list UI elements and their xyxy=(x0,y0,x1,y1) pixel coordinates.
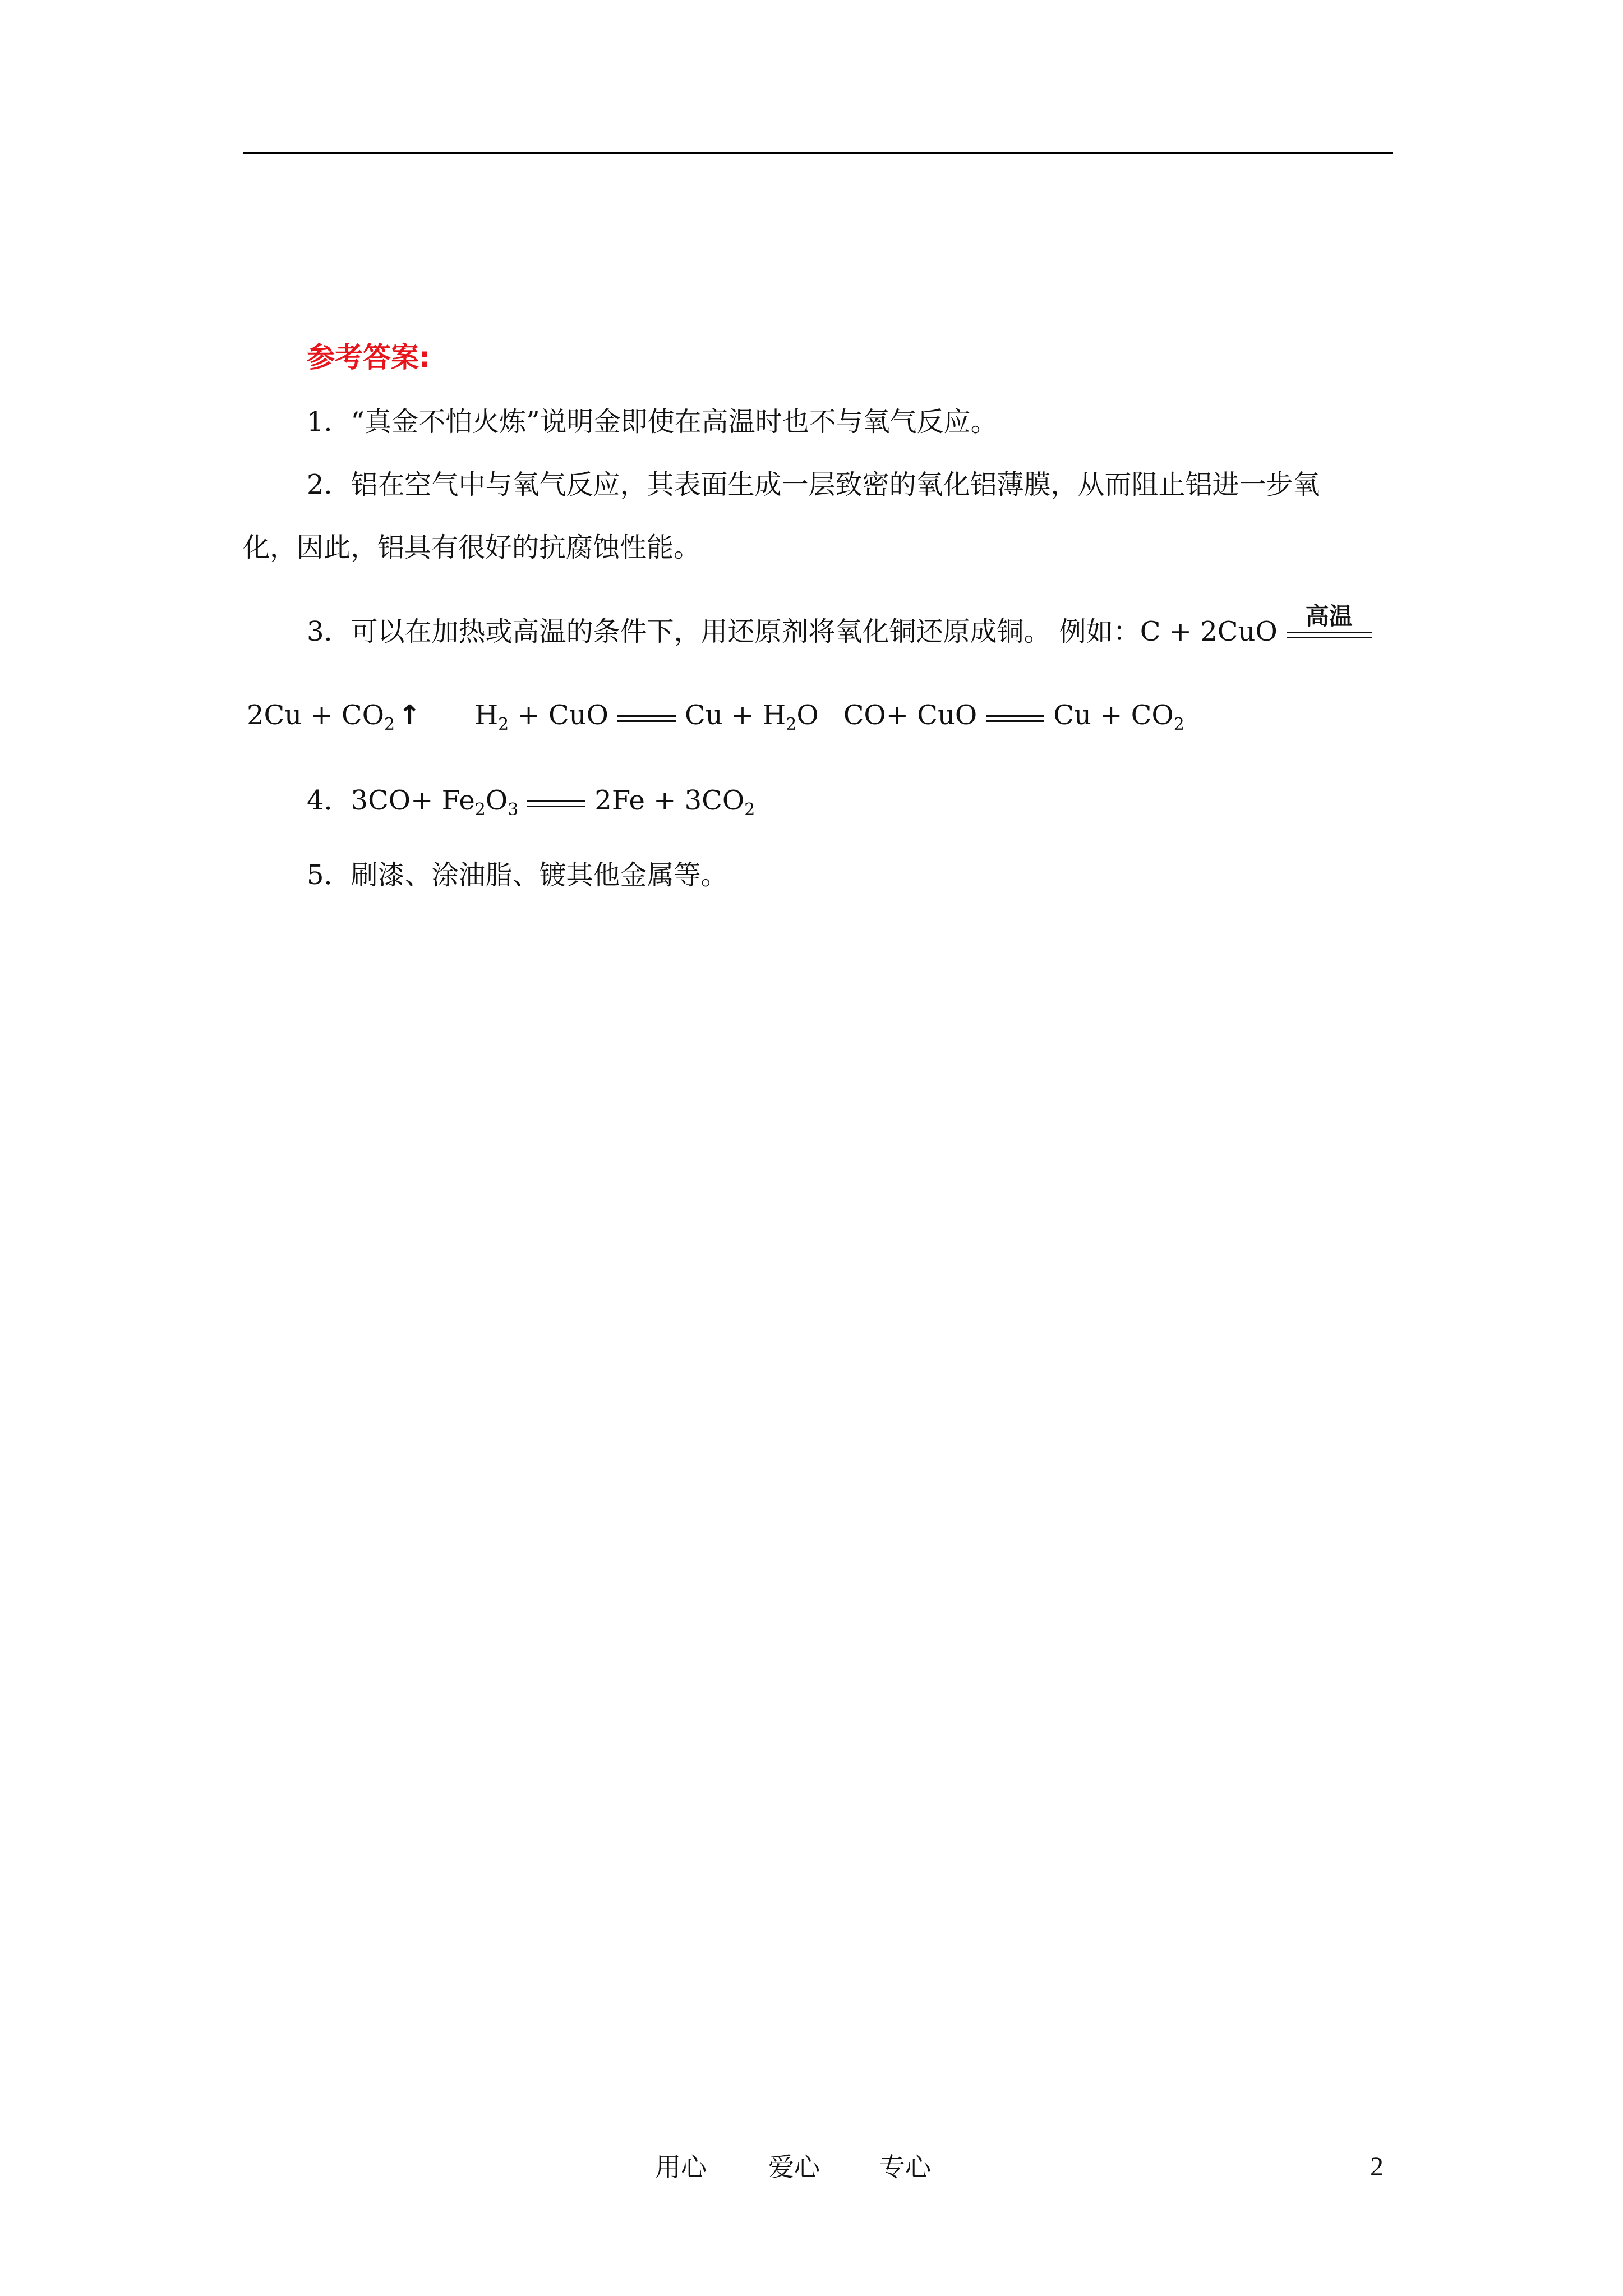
equals-double-bar xyxy=(986,715,1044,722)
answer-2-line-2: 化，因此，铝具有很好的抗腐蚀性能。 xyxy=(243,532,701,563)
page-number: 2 xyxy=(1370,2152,1384,2182)
answer-3-intro-text: 3．可以在加热或高温的条件下，用还原剂将氧化铜还原成铜。 例如：C + 2CuO xyxy=(307,616,1278,647)
heating-condition xyxy=(527,796,585,809)
subscript: 2 xyxy=(384,715,395,734)
answer-1: 1．“真金不怕火炼”说明金即使在高温时也不与氧气反应。 xyxy=(307,406,998,438)
equals-double-bar xyxy=(617,715,676,722)
footer-slogan-1: 用心 xyxy=(655,2152,707,2182)
answer-key-heading: 参考答案: xyxy=(307,341,430,374)
high-temperature-label: 高温 xyxy=(1305,602,1353,630)
footer-slogan-3: 专心 xyxy=(879,2152,931,2182)
equation-2-hydrogen: H xyxy=(474,700,499,731)
answer-2-line-1: 2．铝在空气中与氧气反应，其表面生成一层致密的氧化铝薄膜，从而阻止铝进一步氧 xyxy=(307,469,1320,500)
equals-double-bar xyxy=(527,800,585,807)
answer-5: 5．刷漆、涂油脂、镀其他金属等。 xyxy=(307,859,728,891)
high-temperature-condition xyxy=(1287,602,1372,641)
subscript: 2 xyxy=(786,715,797,734)
answer-3-equations xyxy=(247,698,1184,732)
gas-up-arrow-icon: ↑ xyxy=(398,700,421,731)
subscript: 2 xyxy=(474,800,486,820)
equation-2-reactant: + CuO xyxy=(509,700,608,731)
footer-slogan-2: 爱心 xyxy=(768,2152,820,2182)
equation-3-reactants: CO+ CuO xyxy=(843,700,978,731)
equals-double-bar xyxy=(1287,632,1372,638)
subscript: 2 xyxy=(498,715,509,734)
answer-4-reactants: 4．3CO+ Fe xyxy=(307,785,475,816)
equation-1-products: 2Cu + CO xyxy=(247,700,384,731)
equation-3-products: Cu + CO xyxy=(1053,700,1174,731)
heating-condition xyxy=(617,711,676,724)
subscript: 2 xyxy=(1173,715,1184,734)
heating-condition xyxy=(986,711,1044,724)
equation-2-products-oxygen: O xyxy=(796,700,819,731)
equation-2-products: Cu + H xyxy=(685,700,786,731)
subscript: 3 xyxy=(508,800,519,820)
answer-4-products: 2Fe + 3CO xyxy=(594,785,745,816)
answer-3-intro xyxy=(307,602,1381,648)
subscript: 2 xyxy=(744,800,755,820)
answer-4 xyxy=(307,784,755,820)
answer-4-oxide: O xyxy=(485,785,508,816)
header-rule xyxy=(243,152,1393,154)
